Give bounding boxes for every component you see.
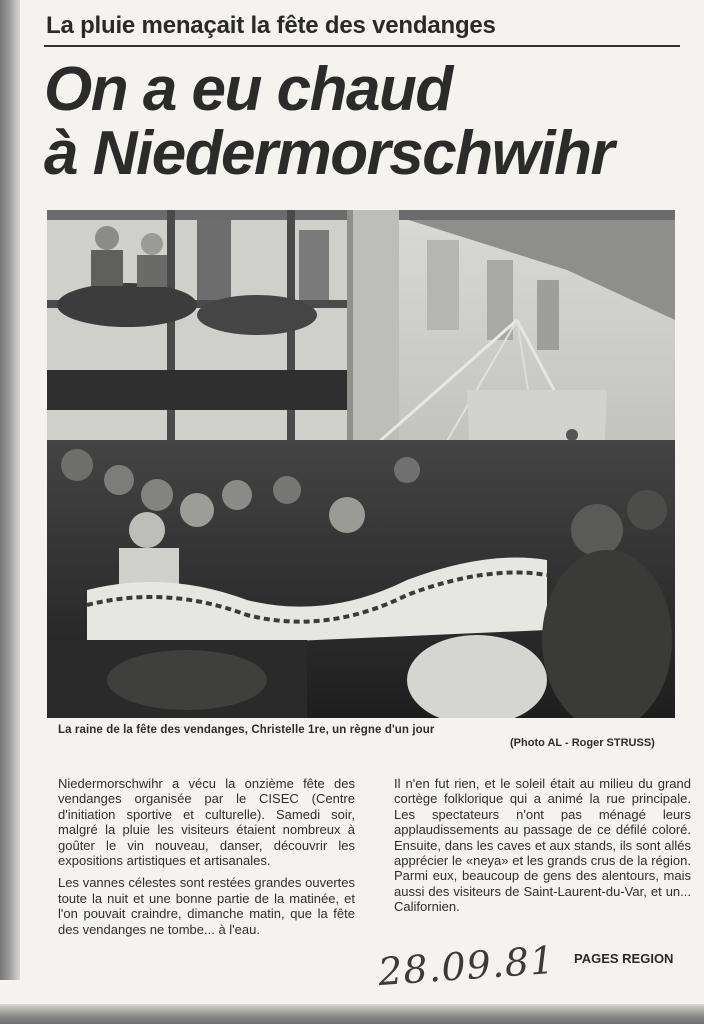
text-column-1 — [58, 776, 355, 944]
article-photo — [47, 210, 675, 718]
article-headline — [44, 55, 614, 188]
photo-illustration — [47, 210, 675, 718]
paragraph: Niedermorschwihr a vécu la onzième fête des vendanges organisée par le CISEC (Centre d'initiation sportive et culturelle). Samedi soir, malgré la pluie les visiteurs étaient nombreux à goûter le vin nouveau, danser, découvrir les expositions artistiques et artisanales. — [58, 776, 355, 869]
article-kicker: La pluie menaçait la fête des vendanges — [46, 12, 496, 39]
scan-bottom-edge — [0, 1004, 704, 1024]
headline-line-2: à Niedermorschwihr — [44, 119, 614, 188]
paragraph: Il n'en fut rien, et le soleil était au milieu du grand cortège folklorique qui a animé la rue principale. Les spectateurs n'ont pas ménagé leurs applaudissements au passage de ce défilé coloré. Ensuite, dans les caves et aux stands, ils sont allés apprécier le «neya» et les grands crus de la région. Parmi eux, beaucoup de gens des alentours, mais aussi des visiteurs de Saint-Laurent-du-Var, et un... Californien. — [394, 776, 691, 915]
section-label: PAGES REGION — [574, 951, 674, 966]
text-column-2 — [394, 776, 691, 922]
photo-credit: (Photo AL - Roger STRUSS) — [510, 737, 655, 749]
handwritten-date: 28.09.81 — [376, 937, 557, 995]
scan-left-edge — [0, 0, 20, 980]
paragraph: Les vannes célestes sont restées grandes ouvertes toute la nuit et une bonne partie de la matinée, et l'on pouvait craindre, dimanche matin, que la fête des vendanges ne tombe... à l'eau. — [58, 875, 355, 937]
photo-caption: La raine de la fête des vendanges, Christelle 1re, un règne d'un jour — [58, 724, 435, 736]
kicker-rule — [44, 45, 680, 47]
headline-line-1: On a eu chaud — [44, 55, 452, 124]
